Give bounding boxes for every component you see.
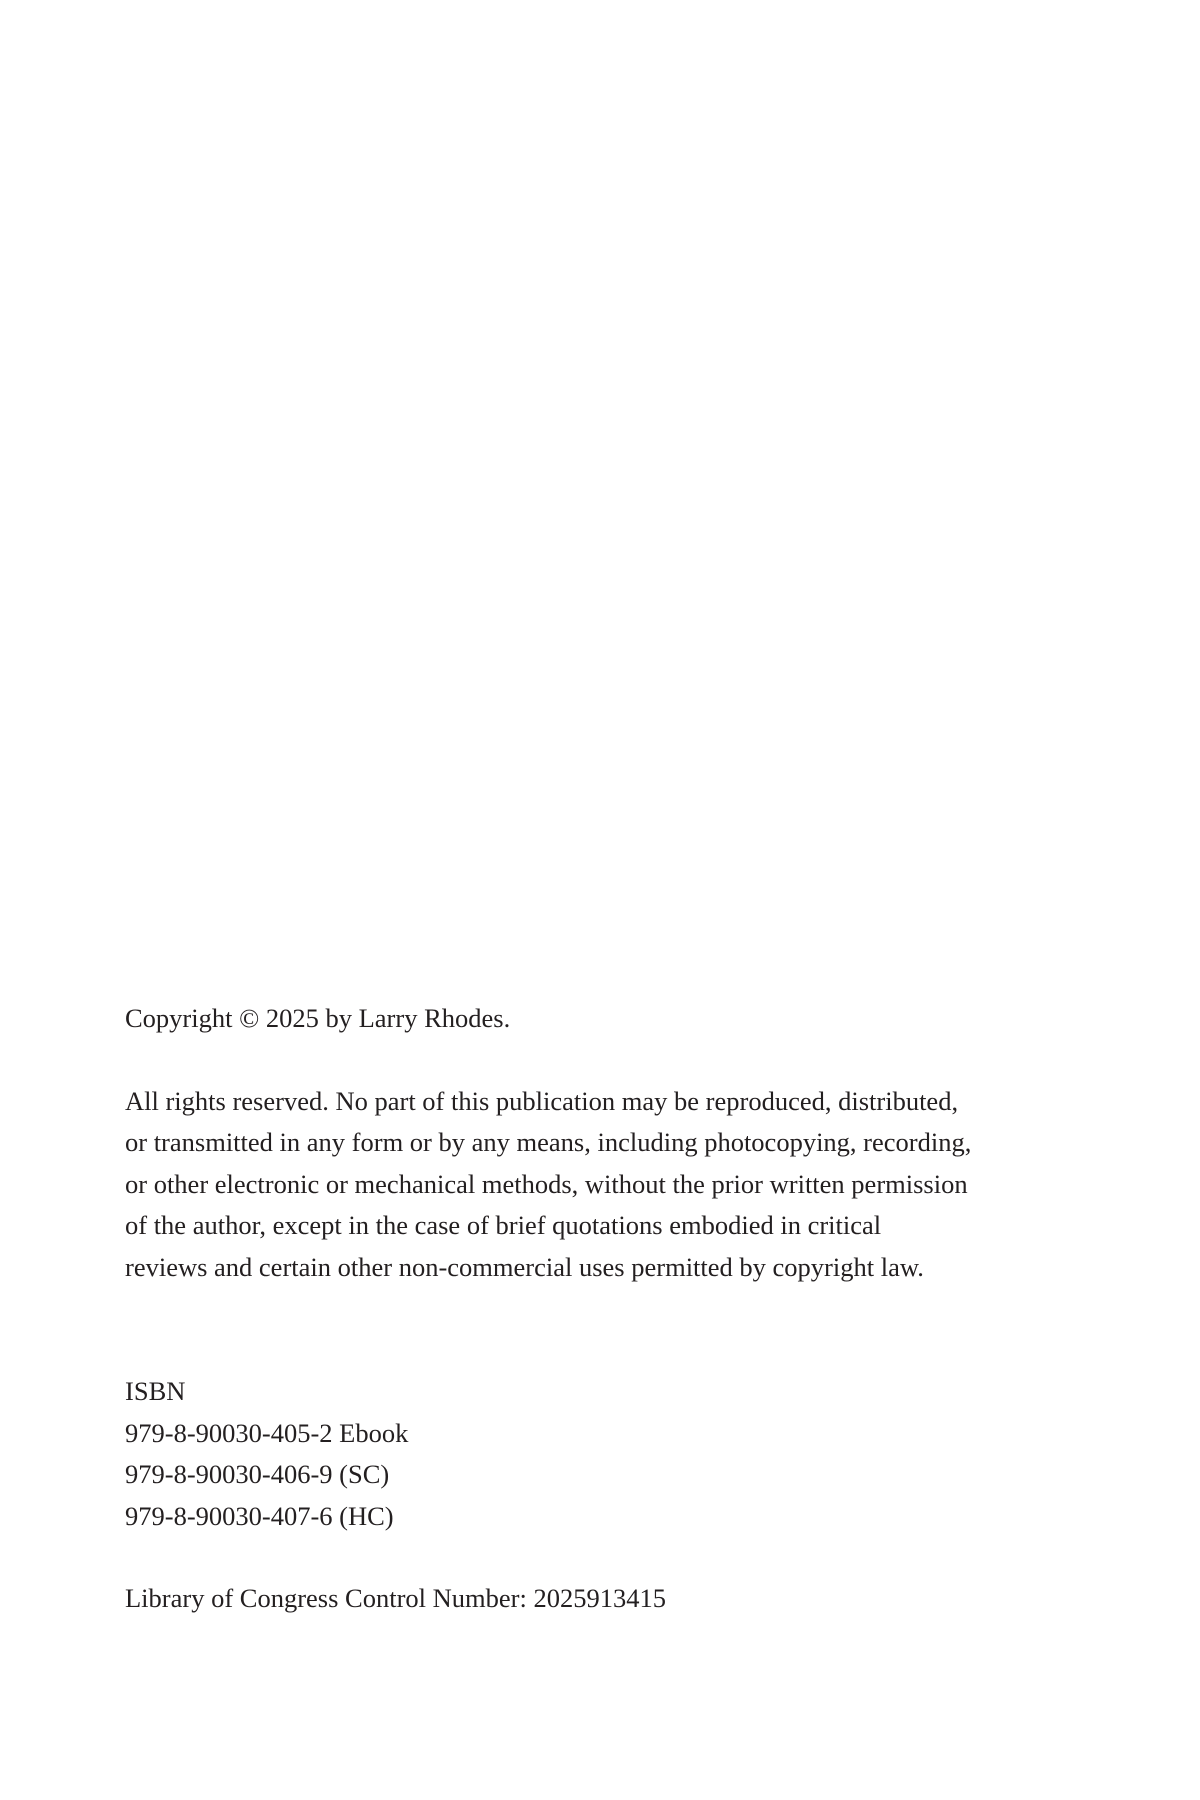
isbn-entry-hardcover: 979-8-90030-407-6 (HC) — [125, 1500, 394, 1531]
isbn-entry-ebook: 979-8-90030-405-2 Ebook — [125, 1417, 409, 1448]
isbn-block — [125, 1371, 1045, 1537]
library-of-congress-number: Library of Congress Control Number: 2025913415 — [125, 1583, 666, 1613]
rights-statement — [125, 1081, 1045, 1289]
copyright-content — [125, 998, 1045, 1620]
rights-line: All rights reserved. No part of this publication may be reproduced, distributed, — [125, 1085, 959, 1116]
rights-line: or other electronic or mechanical methods, without the prior written permission — [125, 1168, 968, 1199]
rights-line: of the author, except in the case of brief quotations embodied in critical — [125, 1210, 882, 1240]
rights-line: reviews and certain other non-commercial uses permitted by copyright law. — [125, 1251, 924, 1282]
isbn-entry-softcover: 979-8-90030-406-9 (SC) — [125, 1459, 390, 1489]
rights-line: or transmitted in any form or by any means, including photocopying, recording, — [125, 1127, 972, 1157]
copyright-notice: Copyright © 2025 by Larry Rhodes. — [125, 1003, 511, 1033]
isbn-heading: ISBN — [125, 1376, 186, 1406]
